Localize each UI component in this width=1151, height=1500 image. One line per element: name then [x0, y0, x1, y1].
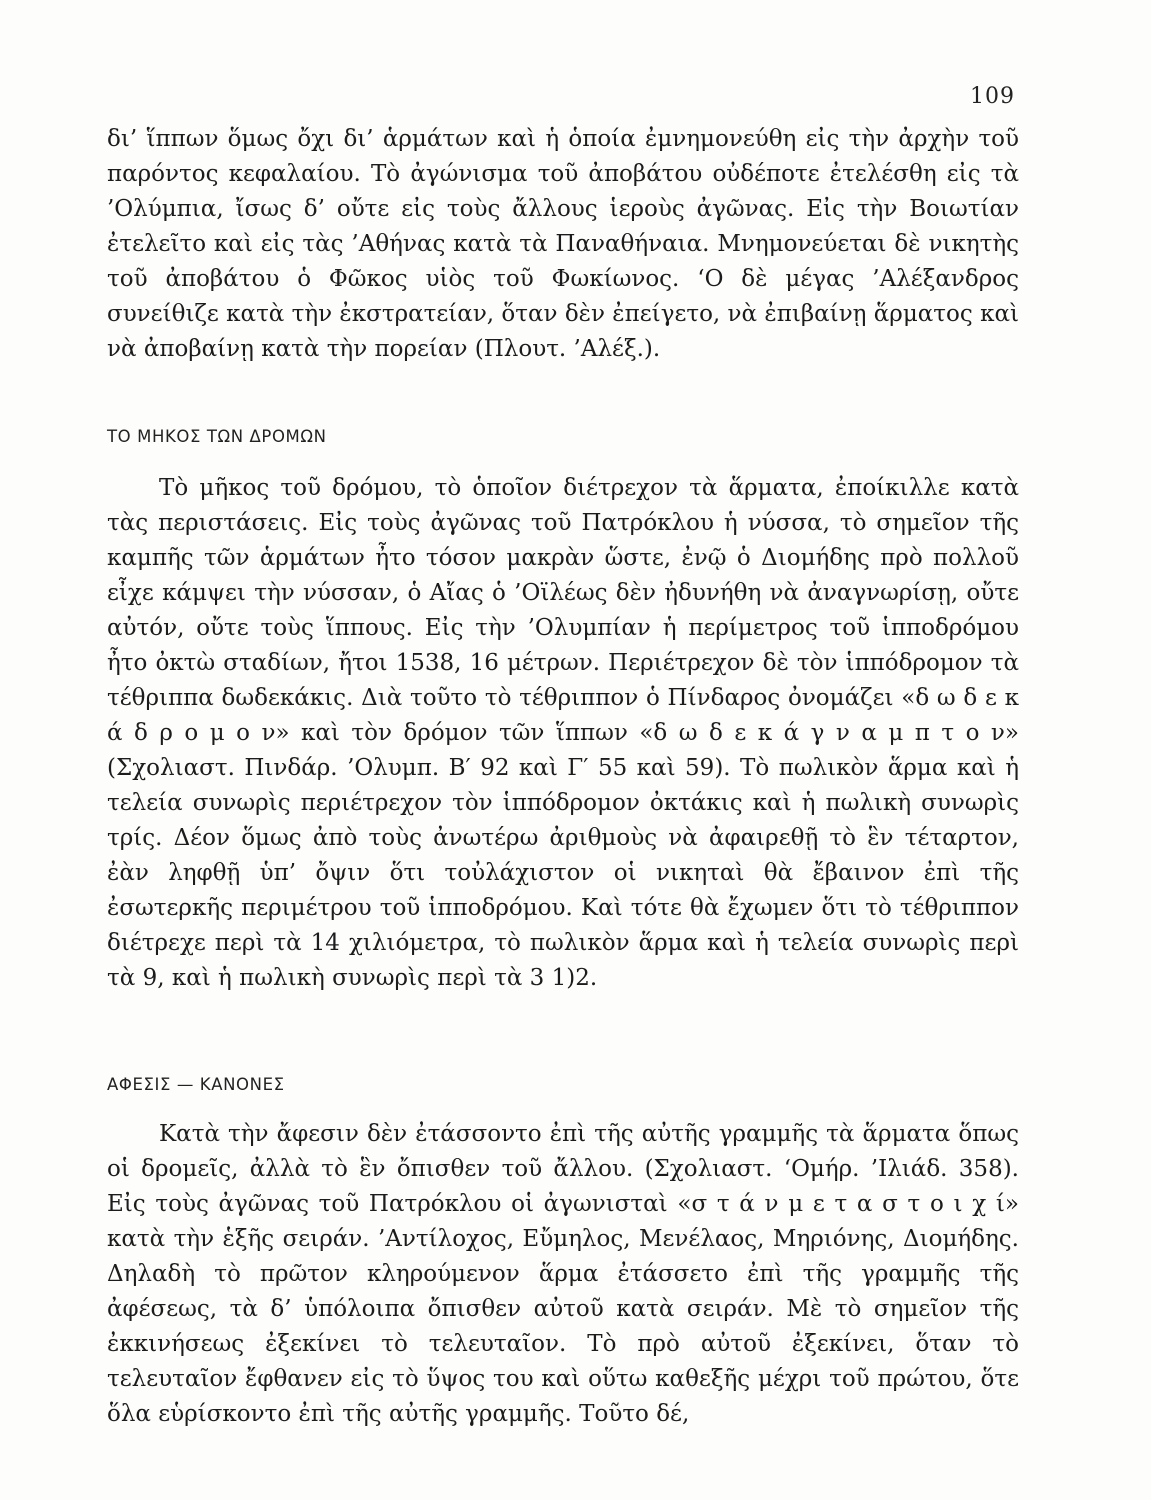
paragraph-text: δι’ ἵππων ὅμως ὄχι δι’ ἁρμάτων καὶ ἡ ὁποία ἐμνημονεύθη εἰς τὴν ἀρχὴν τοῦ παρόντος κεφαλαίου. Τὸ ἀγώνισμα τοῦ ἀποβάτου οὐδέποτε ἐτελέσθη εἰς τὰ ’Ολύμπια, ἴσως δ’ οὔτε εἰς τοὺς ἄλλους ἱεροὺς ἀγῶνας. Εἰς τὴν Βοιωτίαν ἐτελεῖτο καὶ εἰς τὰς ’Αθήνας κατὰ τὰ Παναθήναια. Μνημονεύεται δὲ νικητὴς τοῦ ἀποβάτου ὁ Φῶκος υἱὸς τοῦ Φωκίωνος. ‘Ο δὲ μέγας ’Αλέξανδρος συνείθιζε κατὰ τὴν ἐκστρατείαν, ὅταν δὲν ἐπείγετο, νὰ ἐπιβαίνῃ ἅρματος καὶ νὰ ἀποβαίνῃ κατὰ τὴν πορείαν (Πλουτ. ’Αλέξ.). [107, 126, 1019, 362]
intro-paragraph [107, 122, 1019, 367]
paragraph-text: Κατὰ τὴν ἄφεσιν δὲν ἐτάσσοντο ἐπὶ τῆς αὐτῆς γραμμῆς τὰ ἅρματα ὅπως οἱ δρομεῖς, ἀλλὰ τὸ ἓν ὄπισθεν τοῦ ἄλλου. (Σχολιαστ. ‘Ομήρ. ’Ιλιάδ. 358). Εἰς τοὺς ἀγῶνας τοῦ Πατρόκλου οἱ ἀγωνισταὶ «σ τ ά ν μ ε τ α σ τ ο ι χ ί» κατὰ τὴν ἑξῆς σειράν. ’Αντίλοχος, Εὔμηλος, Μενέλαος, Μηριόνης, Διομήδης. Δηλαδὴ τὸ πρῶτον κληρούμενον ἅρμα ἐτάσσετο ἐπὶ τῆς γραμμῆς τῆς ἀφέσεως, τὰ δ’ ὑπόλοιπα ὄπισθεν αὐτοῦ κατὰ σειράν. Μὲ τὸ σημεῖον τῆς ἐκκινήσεως ἐξεκίνει τὸ τελευταῖον. Τὸ πρὸ αὐτοῦ ἐξεκίνει, ὅταν τὸ τελευταῖον ἔφθανεν εἰς τὸ ὕψος του καὶ οὕτω καθεξῆς μέχρι τοῦ πρώτου, ὅτε ὅλα εὑρίσκοντο ἐπὶ τῆς αὐτῆς γραμμῆς. Τοῦτο δέ, [107, 1121, 1019, 1427]
page-number: 109 [970, 84, 1015, 109]
section-heading-start: ΑΦΕΣΙΣ — ΚΑΝΟΝΕΣ [107, 1075, 285, 1094]
paragraph-text: Τὸ μῆκος τοῦ δρόμου, τὸ ὁποῖον διέτρεχον τὰ ἅρματα, ἐποίκιλλε κατὰ τὰς περιστάσεις. Εἰς τοὺς ἀγῶνας τοῦ Πατρόκλου ἡ νύσσα, τὸ σημεῖον τῆς καμπῆς τῶν ἁρμάτων ἦτο τόσον μακρὰν ὥστε, ἐνῷ ὁ Διομήδης πρὸ πολλοῦ εἶχε κάμψει τὴν νύσσαν, ὁ Αἴας ὁ ’Οϊλέως δὲν ἠδυνήθη νὰ ἀναγνωρίσῃ, οὔτε αὐτόν, οὔτε τοὺς ἵππους. Εἰς τὴν ’Ολυμπίαν ἡ περίμετρος τοῦ ἱπποδρόμου ἦτο ὀκτὼ σταδίων, ἤτοι 1538, 16 μέτρων. Περιέτρεχον δὲ τὸν ἱππόδρομον τὰ τέθριππα δωδεκάκις. Διὰ τοῦτο τὸ τέθριππον ὁ Πίνδαρος ὀνομάζει «δ ω δ ε κ ά δ ρ ο μ ο ν» καὶ τὸν δρόμον τῶν ἵππων «δ ω δ ε κ ά γ ν α μ π τ ο ν» (Σχολιαστ. Πινδάρ. ’Ολυμπ. Β′ 92 καὶ Γ′ 55 καὶ 59). Τὸ πωλικὸν ἅρμα καὶ ἡ τελεία συνωρὶς περιέτρεχον τὸν ἱππόδρομον ὀκτάκις καὶ ἡ πωλικὴ συνωρὶς τρίς. Δέον ὅμως ἀπὸ τοὺς ἀνωτέρω ἀριθμοὺς νὰ ἀφαιρεθῇ τὸ ἓν τέταρτον, ἐὰν ληφθῇ ὑπ’ ὄψιν ὅτι τοὐλάχιστον οἱ νικηταὶ θὰ ἔβαινον ἐπὶ τῆς ἐσωτερκῆς περιμέτρου τοῦ ἱπποδρόμου. Καὶ τότε θὰ ἔχωμεν ὅτι τὸ τέθριππον διέτρεχε περὶ τὰ 14 χιλιόμετρα, τὸ πωλικὸν ἅρμα καὶ ἡ τελεία συνωρὶς περὶ τὰ 9, καὶ ἡ πωλικὴ συνωρὶς περὶ τὰ 3 1)2. [107, 475, 1019, 991]
section-heading-length: ΤΟ ΜΗΚΟΣ ΤΩΝ ΔΡΟΜΩΝ [107, 427, 327, 446]
start-paragraph [107, 1117, 1019, 1432]
length-paragraph [107, 471, 1019, 996]
